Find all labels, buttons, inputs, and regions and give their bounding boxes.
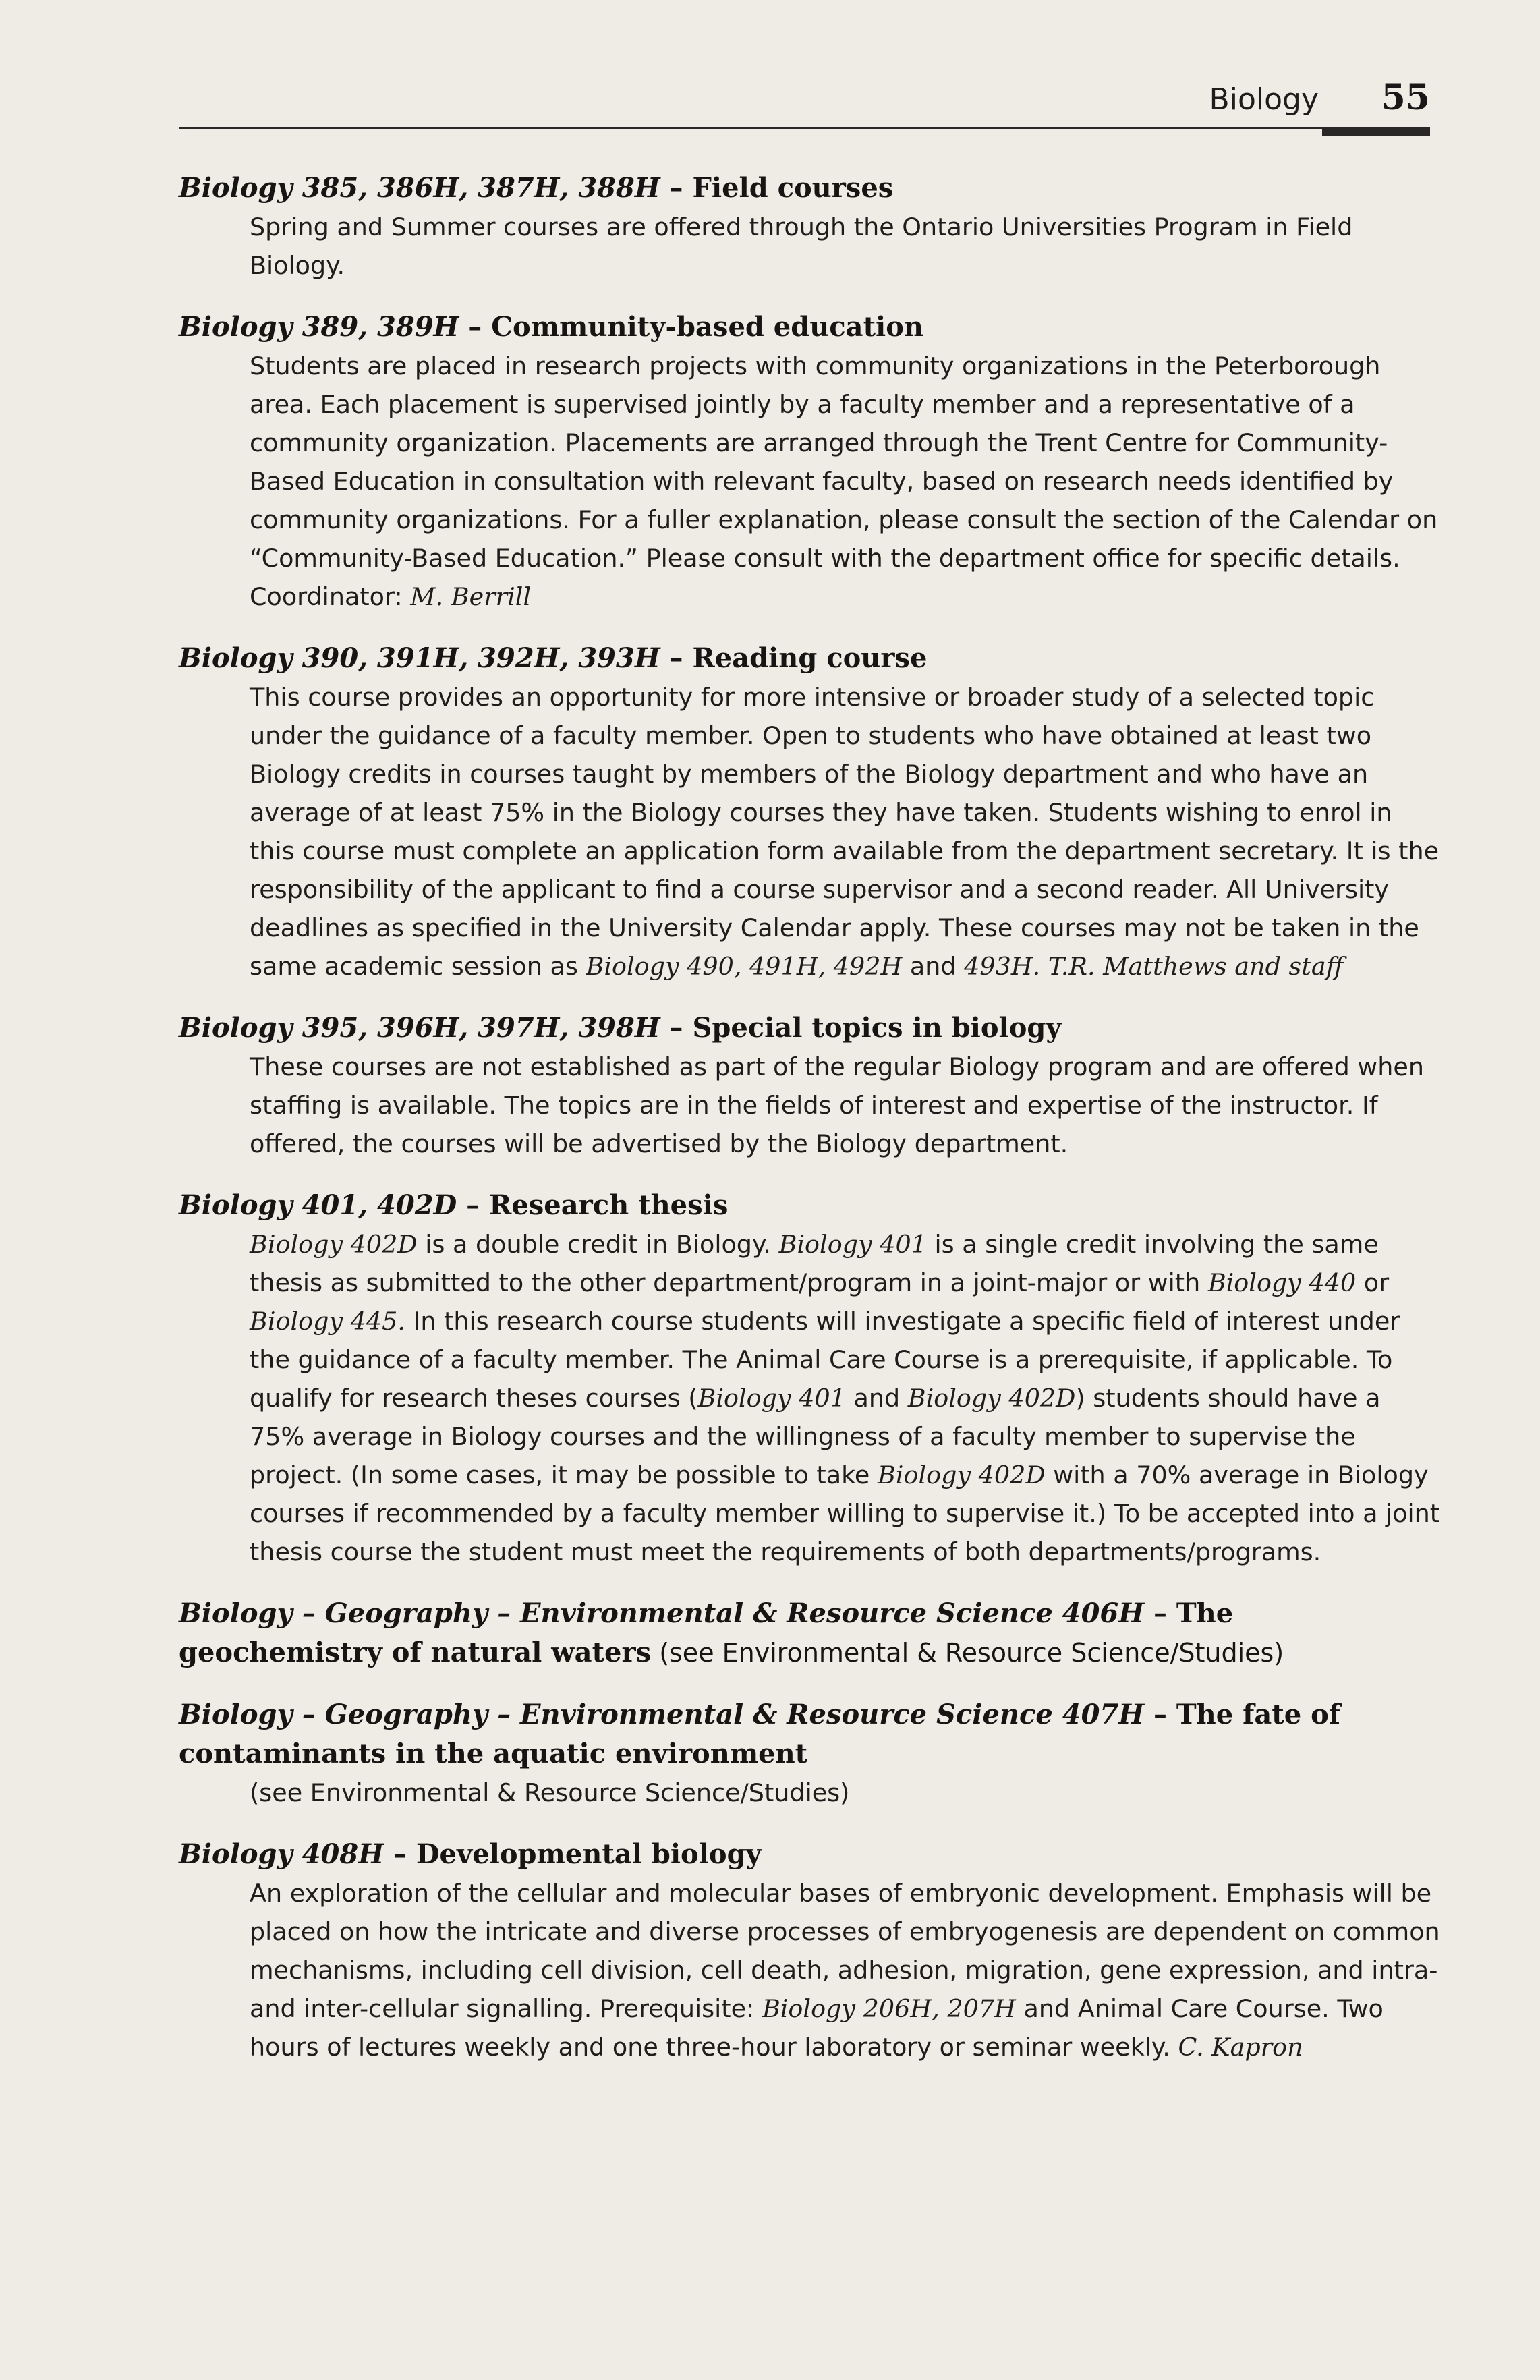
course-title: Community-based education xyxy=(491,311,924,343)
course-dash: – xyxy=(457,1189,490,1221)
course-description xyxy=(179,678,1440,986)
course-title: Developmental biology xyxy=(416,1838,762,1870)
course-title: Special topics in biology xyxy=(692,1012,1062,1044)
course-title: Reading course xyxy=(692,642,928,674)
course-reference: Biology 402D xyxy=(907,1384,1076,1413)
description-text: An exploration of the cellular and molecular bases of embryonic development. Emphasis will be placed on how the intricate and diverse processes of embryogenesis are dependent on common mechanisms, including cell division, cell death, adhesion, migration, gene expression, and intra- and inter-cellular signalling. Prerequisite: xyxy=(250,1879,1440,2023)
instructor-name: T.R. Matthews and staff xyxy=(1048,952,1344,981)
course-description xyxy=(179,347,1440,616)
course-code: Biology – Geography – Environmental & Resource Science 406H xyxy=(179,1597,1145,1629)
course-heading xyxy=(179,1594,1440,1672)
description-text: and xyxy=(902,952,965,981)
course-reference: 493H. xyxy=(964,952,1041,981)
course-description xyxy=(179,1874,1440,2066)
course-code: Biology – Geography – Environmental & Resource Science 407H xyxy=(179,1699,1145,1730)
course-title: Field courses xyxy=(692,172,894,204)
course-description xyxy=(179,208,1440,285)
course-reference: Biology 402D xyxy=(250,1230,418,1259)
description-text: ) students should have a 75% average in Biology courses and the willingness of a faculty member to supervise the project. (In some cases, it may be possible to take xyxy=(250,1384,1381,1490)
description-text: with a 70% average in Biology courses if recommended by a faculty member willing to supervise it.) To be accepted into a joint thesis course the student must meet the requirements of both departments/programs. xyxy=(250,1461,1440,1566)
course-heading xyxy=(179,639,1440,678)
cross-reference-note: (see Environmental & Resource Science/Studies) xyxy=(651,1638,1284,1668)
description-text: and Animal Care Course. Two hours of lectures weekly and one three-hour laboratory or seminar weekly. xyxy=(250,1994,1384,2062)
page-number: 55 xyxy=(1381,77,1430,118)
course-reference: Biology 490, 491H, 492H xyxy=(586,952,903,981)
course-description xyxy=(179,1048,1440,1163)
course-dash: – xyxy=(459,311,492,343)
description-text: is a single credit involving the same thesis as submitted to the other department/program in a joint-major or with xyxy=(250,1230,1379,1297)
course-title: Research thesis xyxy=(489,1189,729,1221)
course-reference: Biology 401 xyxy=(697,1384,846,1413)
course-code: Biology 401, 402D xyxy=(179,1189,457,1221)
course-entry-geochemistry xyxy=(179,1594,1440,1672)
course-description xyxy=(179,1225,1440,1571)
course-code: Biology 389, 389H xyxy=(179,311,459,343)
description-text: and xyxy=(845,1384,908,1413)
description-text: This course provides an opportunity for more intensive or broader study of a selected topic under the guidance of a faculty member. Open to students who have obtained at least two Biology credits in courses taught by members of the Biology department and who have an average of at least 75% in the Biology courses they have taken. Students wishing to enrol in this course must complete an application form available from the department secretary. It is the responsibility of the applicant to find a course supervisor and a second reader. All University deadlines as specified in the University Calendar apply. These courses may not be taken in the same academic session as xyxy=(250,683,1439,981)
course-code: Biology 395, 396H, 397H, 398H xyxy=(179,1012,660,1044)
header-rule xyxy=(179,127,1430,129)
description-text: is a double credit in Biology. xyxy=(417,1230,779,1259)
course-heading xyxy=(179,1009,1440,1048)
description-text: or xyxy=(1356,1268,1390,1297)
course-heading xyxy=(179,1695,1440,1774)
course-reference: Biology 445. xyxy=(250,1307,405,1336)
prerequisite-courses: Biology 206H, 207H xyxy=(762,1994,1016,2023)
course-entry-field-courses xyxy=(179,169,1440,285)
instructor-name: M. Berrill xyxy=(410,582,532,611)
course-reference: Biology 402D xyxy=(877,1461,1046,1490)
course-title: The fate of contaminants in the aquatic environment xyxy=(179,1699,1340,1769)
course-entry-special-topics xyxy=(179,1009,1440,1163)
course-code: Biology 385, 386H, 387H, 388H xyxy=(179,172,660,204)
course-reference: Biology 401 xyxy=(778,1230,927,1259)
description-text: Students are placed in research projects with community organizations in the Peterborough area. Each placement is supervised jointly by a faculty member and a representative of a community organization. Placements are arranged through the Trent Centre for Community-Based Education in consultation with relevant faculty, based on research needs identified by community organizations. For a fuller explanation, please consult the section of the Calendar on “Community-Based Education.” Please consult with the department office for specific details. Coordinator: xyxy=(250,351,1438,611)
course-dash: – xyxy=(1144,1699,1176,1730)
course-entry-reading-course xyxy=(179,639,1440,986)
header-rule-tab xyxy=(1322,128,1430,136)
instructor-name: C. Kapron xyxy=(1178,2033,1303,2062)
running-header xyxy=(179,67,1430,132)
course-dash: – xyxy=(660,642,693,674)
course-dash: – xyxy=(1144,1597,1176,1629)
course-dash: – xyxy=(383,1838,416,1870)
course-heading xyxy=(179,308,1440,347)
course-reference: Biology 440 xyxy=(1207,1268,1357,1297)
course-title: The geochemistry of natural waters xyxy=(179,1597,1234,1668)
course-entry-community-based-education xyxy=(179,308,1440,616)
course-entry-research-thesis xyxy=(179,1186,1440,1571)
course-heading xyxy=(179,169,1440,208)
section-title: Biology xyxy=(1209,82,1319,117)
course-heading xyxy=(179,1835,1440,1874)
course-listing xyxy=(179,169,1440,2089)
course-code: Biology 408H xyxy=(179,1838,384,1870)
course-entry-developmental-biology xyxy=(179,1835,1440,2066)
course-code: Biology 390, 391H, 392H, 393H xyxy=(179,642,660,674)
course-entry-fate-of-contaminants xyxy=(179,1695,1440,1812)
description-text: These courses are not established as part of the regular Biology program and are offered when staffing is available. The topics are in the fields of interest and expertise of the instructor. If offered, the courses will be advertised by the Biology department. xyxy=(250,1052,1424,1158)
cross-reference-note: (see Environmental & Resource Science/Studies) xyxy=(250,1778,850,1807)
course-description xyxy=(179,1774,1440,1812)
description-text: Spring and Summer courses are offered through the Ontario Universities Program in Field Biology. xyxy=(250,213,1353,280)
course-dash: – xyxy=(660,1012,693,1044)
course-heading xyxy=(179,1186,1440,1225)
description-text: In this research course students will investigate a specific field of interest under the guidance of a faculty member. The Animal Care Course is a prerequisite, if applicable. To qualify for research theses courses ( xyxy=(250,1307,1400,1413)
course-dash: – xyxy=(660,172,693,204)
